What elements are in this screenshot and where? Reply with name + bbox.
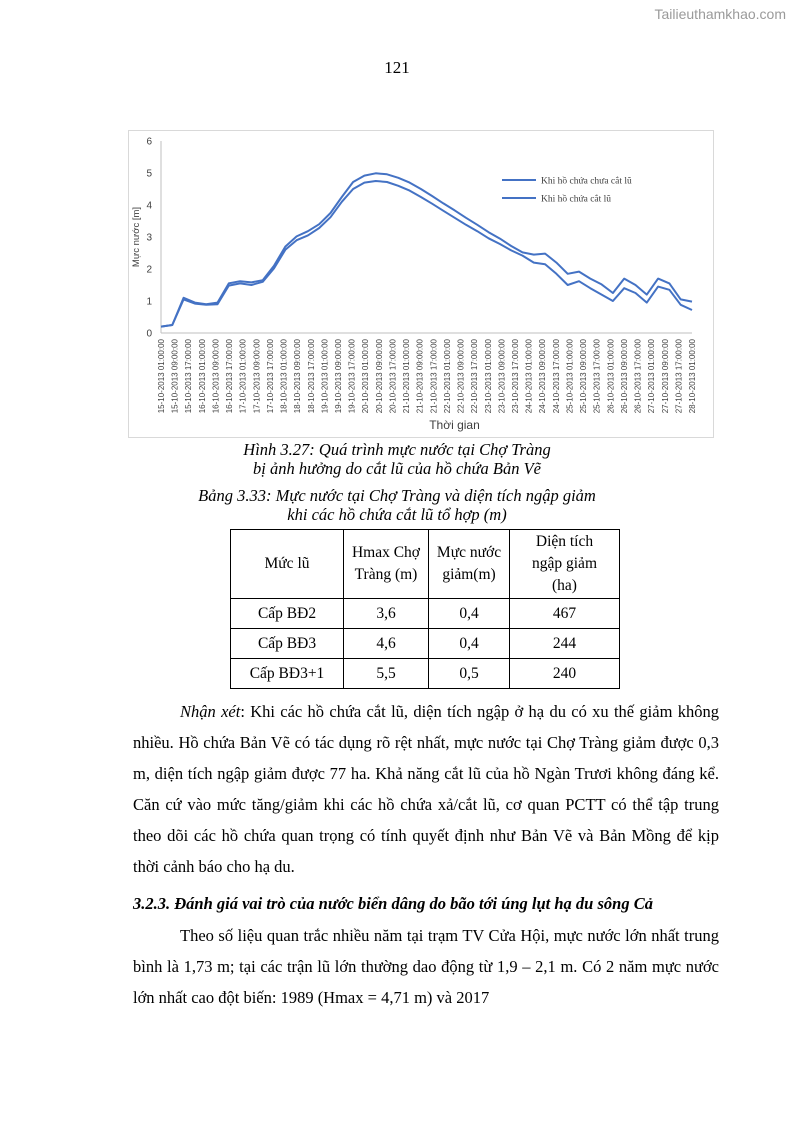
x-tick-label: 25-10-2013 01:00:00 — [565, 339, 575, 414]
table-row — [231, 599, 620, 629]
header-hmax-line2: Tràng (m) — [354, 566, 418, 583]
table-caption-line2: khi các hồ chứa cắt lũ tổ hợp (m) — [287, 505, 507, 524]
header-hmax — [344, 530, 429, 599]
remark-body: : Khi các hồ chứa cắt lũ, diện tích ngập ở hạ du có xu thế giảm không nhiều. Hồ chứa Bản Vẽ có tác dụng rõ rệt nhất, mực nước tại Chợ Tràng giảm được 0,3 m, diện tích ngập giảm được 77 ha. Khả năng cắt lũ của hồ Ngàn Trươi không đáng kể. Căn cứ vào mức tăng/giảm khi các hồ chứa xả/cắt lũ, cơ quan PCTT có thể tập trung theo dõi các hồ chứa quan trọng có tính quyết định như Bản Vẽ và Bản Mồng để kịp thời cảnh báo cho hạ du. — [133, 702, 719, 876]
table-cell: Cấp BĐ3 — [231, 629, 344, 659]
x-tick-label: 21-10-2013 17:00:00 — [429, 339, 439, 414]
chart-svg — [129, 131, 715, 439]
x-tick-label: 24-10-2013 09:00:00 — [538, 339, 548, 414]
table-caption-line1: Bảng 3.33: Mực nước tại Chợ Tràng và diện tích ngập giảm — [198, 486, 596, 505]
x-tick-label: 21-10-2013 09:00:00 — [415, 339, 425, 414]
x-tick-label: 17-10-2013 01:00:00 — [238, 339, 248, 414]
x-tick-label: 23-10-2013 09:00:00 — [497, 339, 507, 414]
table-cell: 240 — [510, 659, 620, 689]
y-tick-label: 6 — [146, 136, 152, 148]
header-area-drop-line3: (ha) — [552, 577, 577, 594]
header-area-drop-line1: Diện tích — [535, 533, 594, 550]
header-flood-level-text: Mức lũ — [264, 555, 310, 572]
x-tick-label: 18-10-2013 17:00:00 — [306, 339, 316, 414]
x-tick-label: 20-10-2013 09:00:00 — [374, 339, 384, 414]
x-tick-label: 18-10-2013 09:00:00 — [293, 339, 303, 414]
table-row — [231, 629, 620, 659]
table-cell: 0,5 — [429, 659, 510, 689]
body-paragraph — [133, 920, 719, 1013]
table-header-row — [231, 530, 620, 599]
y-tick-label: 1 — [146, 296, 152, 308]
x-tick-label: 26-10-2013 01:00:00 — [606, 339, 616, 414]
y-tick-label: 2 — [146, 264, 152, 276]
x-tick-label: 19-10-2013 09:00:00 — [334, 339, 343, 414]
x-tick-label: 24-10-2013 01:00:00 — [524, 339, 534, 414]
y-axis-label: Mực nước [m] — [131, 206, 142, 268]
x-tick-label: 16-10-2013 01:00:00 — [197, 339, 207, 414]
watermark: Tailieuthamkhao.com — [654, 6, 786, 22]
header-level-drop-line1: Mực nước — [436, 544, 502, 561]
table-cell: Cấp BĐ3+1 — [231, 659, 344, 689]
water-level-chart — [128, 130, 714, 438]
x-tick-label: 28-10-2013 01:00:00 — [688, 339, 697, 414]
table-cell: Cấp BĐ2 — [231, 599, 344, 629]
x-tick-label: 27-10-2013 17:00:00 — [674, 339, 684, 414]
header-area-drop-line2: ngập giảm — [532, 555, 597, 572]
header-flood-level — [231, 530, 344, 599]
table-cell: 0,4 — [429, 629, 510, 659]
page-number: 121 — [384, 58, 410, 77]
header-area-drop — [510, 530, 620, 599]
x-tick-label: 19-10-2013 17:00:00 — [347, 339, 357, 414]
x-tick-label: 23-10-2013 17:00:00 — [511, 339, 520, 414]
x-tick-label: 19-10-2013 01:00:00 — [320, 339, 330, 414]
x-tick-label: 27-10-2013 01:00:00 — [647, 339, 657, 414]
x-tick-label: 23-10-2013 01:00:00 — [483, 339, 493, 414]
figure-caption-line1: Hình 3.27: Quá trình mực nước tại Chợ Tràng — [243, 440, 551, 459]
x-tick-label: 17-10-2013 17:00:00 — [265, 339, 275, 414]
y-tick-label: 4 — [146, 200, 152, 212]
table-cell: 467 — [510, 599, 620, 629]
x-tick-label: 15-10-2013 09:00:00 — [170, 339, 180, 414]
x-tick-label: 15-10-2013 17:00:00 — [184, 339, 194, 414]
table-caption — [0, 486, 794, 524]
x-tick-label: 20-10-2013 17:00:00 — [388, 339, 398, 414]
header-level-drop-line2: giảm(m) — [442, 566, 496, 583]
series-line-1 — [161, 173, 692, 326]
legend-label-2: Khi hồ chứa cắt lũ — [541, 194, 612, 205]
figure-caption-line2: bị ảnh hưởng do cắt lũ của hồ chứa Bản Vẽ — [252, 459, 541, 478]
x-tick-label: 16-10-2013 17:00:00 — [225, 339, 235, 414]
header-hmax-line1: Hmax Chợ — [351, 544, 421, 561]
x-axis-label: Thời gian — [429, 418, 480, 432]
x-tick-label: 22-10-2013 17:00:00 — [470, 339, 480, 414]
table-cell: 0,4 — [429, 599, 510, 629]
table-cell: 4,6 — [344, 629, 429, 659]
section-heading: 3.2.3. Đánh giá vai trò của nước biển dâng do bão tới úng lụt hạ du sông Cả — [133, 894, 653, 913]
x-tick-label: 26-10-2013 17:00:00 — [633, 339, 643, 414]
table-cell: 244 — [510, 629, 620, 659]
y-tick-label: 5 — [146, 168, 152, 180]
x-tick-label: 21-10-2013 01:00:00 — [402, 339, 412, 414]
figure-caption — [0, 440, 794, 478]
x-tick-label: 26-10-2013 09:00:00 — [619, 339, 629, 414]
x-tick-label: 15-10-2013 01:00:00 — [157, 339, 166, 414]
x-tick-label: 24-10-2013 17:00:00 — [551, 339, 561, 414]
series-line-2 — [161, 181, 692, 327]
remark-paragraph — [133, 696, 719, 882]
x-tick-label: 22-10-2013 09:00:00 — [456, 339, 466, 414]
remark-label: Nhận xét — [180, 702, 241, 721]
y-tick-label: 0 — [146, 328, 152, 340]
body-paragraph-text: Theo số liệu quan trắc nhiều năm tại trạm TV Cửa Hội, mực nước lớn nhất trung bình là 1,73 m; tại các trận lũ lớn thường dao động từ 1,9 – 2,1 m. Có 2 năm mực nước lớn nhất cao đột biến: 1989 (Hmax = 4,71 m) và 2017 — [133, 926, 719, 1007]
x-tick-label: 16-10-2013 09:00:00 — [211, 339, 221, 414]
table-row — [231, 659, 620, 689]
x-tick-label: 25-10-2013 09:00:00 — [579, 338, 589, 414]
x-tick-label: 22-10-2013 01:00:00 — [442, 339, 452, 414]
remark-text — [133, 696, 719, 882]
x-tick-label: 18-10-2013 01:00:00 — [279, 339, 289, 414]
x-tick-label: 17-10-2013 09:00:00 — [252, 339, 262, 414]
flood-reduction-table — [230, 529, 620, 689]
x-tick-label: 27-10-2013 09:00:00 — [660, 339, 670, 414]
header-level-drop — [429, 530, 510, 599]
x-tick-label: 25-10-2013 17:00:00 — [592, 339, 602, 414]
table-cell: 5,5 — [344, 659, 429, 689]
legend-label-1: Khi hồ chứa chưa cắt lũ — [541, 176, 632, 187]
y-tick-label: 3 — [146, 232, 152, 244]
table-cell: 3,6 — [344, 599, 429, 629]
x-tick-label: 20-10-2013 01:00:00 — [361, 339, 371, 414]
